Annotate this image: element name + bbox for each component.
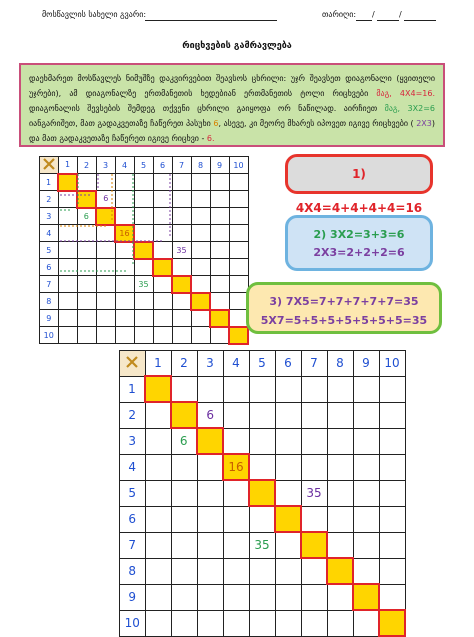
grid-cell[interactable] <box>96 327 115 344</box>
grid-cell[interactable] <box>327 376 353 402</box>
diagonal-cell[interactable] <box>301 532 327 558</box>
row-header: 1 <box>40 174 59 191</box>
example-3-line-2: 5X7=5+5+5+5+5+5+5=35 <box>260 314 428 327</box>
grid-cell[interactable] <box>58 259 77 276</box>
grid-cell[interactable] <box>229 191 248 208</box>
grid-cell[interactable] <box>134 327 153 344</box>
grid-cell[interactable] <box>153 208 172 225</box>
row-header: 10 <box>40 327 59 344</box>
filled-cell[interactable]: 6 <box>96 191 115 208</box>
column-header: 1 <box>145 351 171 377</box>
row-header: 2 <box>120 402 146 428</box>
grid-cell[interactable] <box>115 208 134 225</box>
grid-cell[interactable] <box>172 259 191 276</box>
table-row <box>120 402 406 428</box>
grid-cell[interactable] <box>210 327 229 344</box>
row-header: 6 <box>120 506 146 532</box>
grid-cell[interactable] <box>229 174 248 191</box>
diagonal-cell[interactable] <box>171 402 197 428</box>
grid-cell[interactable] <box>115 327 134 344</box>
column-header: 10 <box>229 157 248 174</box>
grid-cell[interactable] <box>145 584 171 610</box>
grid-cell[interactable] <box>379 428 405 454</box>
multiplication-worksheet-grid <box>119 350 406 637</box>
grid-cell[interactable] <box>134 174 153 191</box>
grid-cell[interactable] <box>249 376 275 402</box>
diagonal-cell[interactable] <box>172 276 191 293</box>
grid-cell[interactable] <box>115 259 134 276</box>
date-separator: / <box>399 10 402 19</box>
diagonal-cell[interactable] <box>210 310 229 327</box>
grid-cell[interactable] <box>353 454 379 480</box>
table-row <box>40 191 249 208</box>
grid-cell[interactable] <box>153 174 172 191</box>
grid-cell[interactable] <box>275 532 301 558</box>
grid-cell[interactable] <box>353 506 379 532</box>
grid-cell[interactable] <box>301 402 327 428</box>
table-row <box>120 454 406 480</box>
column-header: 9 <box>353 351 379 377</box>
grid-cell[interactable] <box>301 376 327 402</box>
grid-cell[interactable] <box>134 259 153 276</box>
grid-cell[interactable] <box>191 225 210 242</box>
grid-cell[interactable] <box>145 558 171 584</box>
row-header: 10 <box>120 610 146 636</box>
example-box-1: 1) 4X4=4+4+4+4=16 <box>285 154 433 194</box>
diagonal-cell[interactable] <box>77 191 96 208</box>
grid-cell[interactable] <box>58 225 77 242</box>
grid-cell[interactable] <box>301 584 327 610</box>
grid-cell[interactable] <box>153 293 172 310</box>
grid-cell[interactable] <box>379 558 405 584</box>
grid-cell[interactable] <box>171 480 197 506</box>
instruction-number: 6. <box>206 134 215 143</box>
grid-cell[interactable] <box>197 480 223 506</box>
grid-cell[interactable] <box>249 558 275 584</box>
grid-cell[interactable] <box>249 402 275 428</box>
instruction-example-red: მაგ, 4X4=16. <box>376 89 436 98</box>
grid-cell[interactable] <box>153 191 172 208</box>
filled-cell[interactable]: 35 <box>301 480 327 506</box>
grid-cell[interactable] <box>77 293 96 310</box>
grid-cell[interactable] <box>191 208 210 225</box>
grid-cell[interactable] <box>210 259 229 276</box>
grid-cell[interactable] <box>223 376 249 402</box>
grid-cell[interactable] <box>172 208 191 225</box>
grid-cell[interactable] <box>353 610 379 636</box>
diagonal-cell[interactable] <box>58 174 77 191</box>
grid-cell[interactable] <box>229 225 248 242</box>
column-header: 2 <box>171 351 197 377</box>
table-row <box>120 584 406 610</box>
diagonal-cell[interactable] <box>327 558 353 584</box>
grid-cell[interactable] <box>249 454 275 480</box>
grid-cell[interactable] <box>145 402 171 428</box>
grid-cell[interactable] <box>171 506 197 532</box>
grid-cell[interactable] <box>379 506 405 532</box>
grid-cell[interactable] <box>353 480 379 506</box>
grid-cell[interactable] <box>327 532 353 558</box>
multiplication-corner-icon <box>120 351 146 377</box>
grid-cell[interactable] <box>353 402 379 428</box>
grid-cell[interactable] <box>145 532 171 558</box>
filled-cell[interactable]: 16 <box>115 225 134 242</box>
grid-cell[interactable] <box>327 584 353 610</box>
grid-cell[interactable] <box>58 191 77 208</box>
filled-cell[interactable]: 35 <box>249 532 275 558</box>
grid-cell[interactable] <box>153 242 172 259</box>
grid-cell[interactable] <box>153 276 172 293</box>
column-header: 2 <box>77 157 96 174</box>
grid-cell[interactable] <box>223 480 249 506</box>
example-multiplication-grid <box>39 156 249 345</box>
grid-cell[interactable] <box>191 191 210 208</box>
table-row <box>120 610 406 636</box>
grid-cell[interactable] <box>197 584 223 610</box>
grid-cell[interactable] <box>171 558 197 584</box>
grid-cell[interactable] <box>115 310 134 327</box>
grid-cell[interactable] <box>145 454 171 480</box>
grid-cell[interactable] <box>249 506 275 532</box>
row-header: 1 <box>120 376 146 402</box>
page-title: რიცხვების გამრავლება <box>182 41 292 51</box>
grid-cell[interactable] <box>171 584 197 610</box>
grid-cell[interactable] <box>301 454 327 480</box>
grid-cell[interactable] <box>301 428 327 454</box>
grid-cell[interactable] <box>172 327 191 344</box>
grid-cell[interactable] <box>229 208 248 225</box>
grid-cell[interactable] <box>275 454 301 480</box>
grid-cell[interactable] <box>327 480 353 506</box>
filled-cell[interactable]: 6 <box>197 402 223 428</box>
grid-cell[interactable] <box>171 610 197 636</box>
grid-cell[interactable] <box>145 480 171 506</box>
worksheet-header <box>0 10 474 24</box>
column-header: 8 <box>327 351 353 377</box>
diagonal-cell[interactable] <box>96 208 115 225</box>
grid-cell[interactable] <box>191 242 210 259</box>
grid-cell[interactable] <box>191 259 210 276</box>
instruction-text: იანგარიშეთ, მათ გადაკვეთაზე ჩაწერეთ პასუხი <box>29 119 211 128</box>
grid-cell[interactable] <box>172 225 191 242</box>
date-year-field[interactable] <box>404 20 436 21</box>
table-row <box>40 327 249 344</box>
grid-cell[interactable] <box>58 276 77 293</box>
grid-cell[interactable] <box>134 293 153 310</box>
column-header: 9 <box>210 157 229 174</box>
column-header: 4 <box>223 351 249 377</box>
filled-cell[interactable]: 6 <box>171 428 197 454</box>
grid-cell[interactable] <box>77 276 96 293</box>
grid-cell[interactable] <box>96 174 115 191</box>
grid-cell[interactable] <box>223 610 249 636</box>
table-row <box>40 225 249 242</box>
grid-cell[interactable] <box>96 310 115 327</box>
grid-cell[interactable] <box>229 276 248 293</box>
grid-cell[interactable] <box>172 310 191 327</box>
grid-cell[interactable] <box>197 506 223 532</box>
grid-cell[interactable] <box>210 225 229 242</box>
header-row <box>40 157 249 174</box>
grid-cell[interactable] <box>96 259 115 276</box>
grid-cell[interactable] <box>58 242 77 259</box>
instruction-text: დიაგონალის შევსების შემდეგ თქვენი ცხრილი გაიყოფა ორ ნაწილად. აირჩიეთ <box>29 104 378 113</box>
grid-cell[interactable] <box>379 402 405 428</box>
grid-cell[interactable] <box>210 191 229 208</box>
grid-cell[interactable] <box>197 454 223 480</box>
grid-cell[interactable] <box>145 428 171 454</box>
column-header: 8 <box>191 157 210 174</box>
column-header: 7 <box>172 157 191 174</box>
column-header: 6 <box>275 351 301 377</box>
grid-cell[interactable] <box>197 376 223 402</box>
diagonal-cell[interactable] <box>145 376 171 402</box>
table-row <box>120 558 406 584</box>
grid-cell[interactable] <box>353 532 379 558</box>
column-header: 7 <box>301 351 327 377</box>
table-row <box>120 480 406 506</box>
grid-cell[interactable] <box>172 191 191 208</box>
diagonal-cell[interactable] <box>134 242 153 259</box>
diagonal-cell[interactable] <box>153 259 172 276</box>
row-header: 3 <box>120 428 146 454</box>
grid-cell[interactable] <box>77 242 96 259</box>
example-box-3 <box>246 282 442 334</box>
grid-cell[interactable] <box>223 584 249 610</box>
column-header: 3 <box>197 351 223 377</box>
table-row <box>40 293 249 310</box>
grid-cell[interactable] <box>327 506 353 532</box>
table-row <box>120 376 406 402</box>
row-header: 3 <box>40 208 59 225</box>
grid-cell[interactable] <box>327 402 353 428</box>
instruction-text: ) და მათ გადაკვეთაზე ჩაწერეთ იგივე რიცხვი - <box>29 119 436 143</box>
grid-cell[interactable] <box>171 532 197 558</box>
instructions-box <box>19 63 445 147</box>
column-header: 5 <box>249 351 275 377</box>
grid-cell[interactable] <box>171 376 197 402</box>
example-2-line-1: 2) 3X2=3+3=6 <box>313 228 405 241</box>
row-header: 9 <box>40 310 59 327</box>
row-header: 2 <box>40 191 59 208</box>
grid-cell[interactable] <box>153 310 172 327</box>
grid-cell[interactable] <box>134 191 153 208</box>
row-header: 5 <box>40 242 59 259</box>
date-day-field[interactable] <box>356 20 372 21</box>
grid-cell[interactable] <box>77 310 96 327</box>
grid-cell[interactable] <box>191 327 210 344</box>
row-header: 5 <box>120 480 146 506</box>
table-row <box>40 276 249 293</box>
column-header: 4 <box>115 157 134 174</box>
column-header: 3 <box>96 157 115 174</box>
row-header: 9 <box>120 584 146 610</box>
grid-cell[interactable] <box>379 480 405 506</box>
grid-cell[interactable] <box>379 532 405 558</box>
grid-cell[interactable] <box>134 310 153 327</box>
grid-cell[interactable] <box>223 402 249 428</box>
grid-cell[interactable] <box>96 242 115 259</box>
header-row <box>120 351 406 377</box>
grid-cell[interactable] <box>353 558 379 584</box>
table-row <box>120 506 406 532</box>
grid-cell[interactable] <box>275 376 301 402</box>
grid-cell[interactable] <box>275 402 301 428</box>
grid-cell[interactable] <box>96 293 115 310</box>
diagonal-cell[interactable] <box>249 480 275 506</box>
student-name-label: მოსწავლის სახელი გვარი: <box>42 10 147 19</box>
grid-cell[interactable] <box>115 276 134 293</box>
grid-cell[interactable] <box>58 310 77 327</box>
grid-cell[interactable] <box>145 610 171 636</box>
grid-cell[interactable] <box>229 259 248 276</box>
grid-cell[interactable] <box>210 208 229 225</box>
grid-cell[interactable] <box>301 610 327 636</box>
grid-cell[interactable] <box>171 454 197 480</box>
grid-cell[interactable] <box>115 191 134 208</box>
grid-cell[interactable] <box>77 327 96 344</box>
grid-cell[interactable] <box>191 310 210 327</box>
diagonal-cell[interactable] <box>275 506 301 532</box>
diagonal-cell[interactable] <box>197 428 223 454</box>
grid-cell[interactable] <box>153 225 172 242</box>
grid-cell[interactable] <box>275 584 301 610</box>
grid-cell[interactable] <box>172 174 191 191</box>
table-row <box>40 208 249 225</box>
grid-cell[interactable] <box>115 242 134 259</box>
grid-cell[interactable] <box>145 506 171 532</box>
grid-cell[interactable] <box>301 506 327 532</box>
column-header: 6 <box>153 157 172 174</box>
row-header: 4 <box>120 454 146 480</box>
diagonal-cell[interactable] <box>379 610 405 636</box>
grid-cell[interactable] <box>353 376 379 402</box>
table-row <box>120 532 406 558</box>
row-header: 8 <box>120 558 146 584</box>
grid-cell[interactable] <box>96 276 115 293</box>
grid-cell[interactable] <box>197 610 223 636</box>
row-header: 7 <box>120 532 146 558</box>
grid-cell[interactable] <box>191 276 210 293</box>
grid-cell[interactable] <box>249 428 275 454</box>
column-header: 10 <box>379 351 405 377</box>
grid-cell[interactable] <box>327 454 353 480</box>
grid-cell[interactable] <box>191 174 210 191</box>
column-header: 1 <box>58 157 77 174</box>
grid-cell[interactable] <box>275 610 301 636</box>
filled-cell[interactable]: 6 <box>77 208 96 225</box>
example-3-line-1: 3) 7X5=7+7+7+7+7=35 <box>269 295 419 308</box>
grid-cell[interactable] <box>197 532 223 558</box>
table-row <box>40 242 249 259</box>
diagonal-cell[interactable] <box>191 293 210 310</box>
instruction-example-green: მაგ, 3X2=6 <box>384 104 435 113</box>
grid-cell[interactable] <box>327 610 353 636</box>
grid-cell[interactable] <box>223 532 249 558</box>
grid-cell[interactable] <box>58 293 77 310</box>
filled-cell[interactable]: 35 <box>172 242 191 259</box>
grid-cell[interactable] <box>210 242 229 259</box>
grid-cell[interactable] <box>58 208 77 225</box>
grid-cell[interactable] <box>379 376 405 402</box>
grid-cell[interactable] <box>229 242 248 259</box>
instruction-text: , ასევე, კი მეორე მხარეს იპოვეთ იგივე რიცხვები ( <box>218 119 414 128</box>
table-row <box>40 259 249 276</box>
grid-cell[interactable] <box>327 428 353 454</box>
filled-cell[interactable]: 35 <box>134 276 153 293</box>
date-month-field[interactable] <box>377 20 399 21</box>
grid-cell[interactable] <box>172 293 191 310</box>
grid-cell[interactable] <box>96 225 115 242</box>
grid-cell[interactable] <box>210 293 229 310</box>
grid-cell[interactable] <box>210 174 229 191</box>
grid-cell[interactable] <box>275 558 301 584</box>
date-label: თარიღი: <box>322 10 357 19</box>
row-header: 4 <box>40 225 59 242</box>
grid-cell[interactable] <box>275 480 301 506</box>
grid-cell[interactable] <box>115 174 134 191</box>
filled-cell[interactable]: 16 <box>223 454 249 480</box>
instruction-number: 6 <box>213 119 219 128</box>
table-row <box>120 428 406 454</box>
grid-cell[interactable] <box>153 327 172 344</box>
column-header: 5 <box>134 157 153 174</box>
grid-cell[interactable] <box>115 293 134 310</box>
grid-cell[interactable] <box>301 558 327 584</box>
grid-cell[interactable] <box>249 584 275 610</box>
instruction-text: დაეხმარეთ მოსწავლეს ნიმუშზე დაკვირვებით შეავსოს ცხრილი: უჯრ შეავსეთ დიაგონალი (ყვითელი უჯრები), ამ დიაგონალზე ერთმანეთის ხედებიან ერთმანეთის ტოლი რიცხვები <box>29 74 435 98</box>
grid-cell[interactable] <box>134 225 153 242</box>
grid-cell[interactable] <box>77 259 96 276</box>
grid-cell[interactable] <box>223 558 249 584</box>
diagonal-cell[interactable] <box>353 584 379 610</box>
row-header: 6 <box>40 259 59 276</box>
example-box-2 <box>285 215 433 271</box>
table-row <box>40 174 249 191</box>
grid-cell[interactable] <box>379 454 405 480</box>
instruction-example-purple: 2X3 <box>416 119 432 128</box>
grid-cell[interactable] <box>223 428 249 454</box>
diagonal-cell[interactable] <box>229 327 248 344</box>
multiplication-corner-icon <box>40 157 59 174</box>
grid-cell[interactable] <box>197 558 223 584</box>
grid-cell[interactable] <box>353 428 379 454</box>
grid-cell[interactable] <box>210 276 229 293</box>
table-row <box>40 310 249 327</box>
grid-cell[interactable] <box>249 610 275 636</box>
grid-cell[interactable] <box>58 327 77 344</box>
date-separator: / <box>372 10 375 19</box>
grid-cell[interactable] <box>223 506 249 532</box>
row-header: 7 <box>40 276 59 293</box>
grid-cell[interactable] <box>77 225 96 242</box>
grid-cell[interactable] <box>77 174 96 191</box>
grid-cell[interactable] <box>379 584 405 610</box>
grid-cell[interactable] <box>134 208 153 225</box>
grid-cell[interactable] <box>275 428 301 454</box>
student-name-field[interactable] <box>145 20 277 21</box>
row-header: 8 <box>40 293 59 310</box>
example-2-line-2: 2X3=2+2+2=6 <box>313 246 405 259</box>
